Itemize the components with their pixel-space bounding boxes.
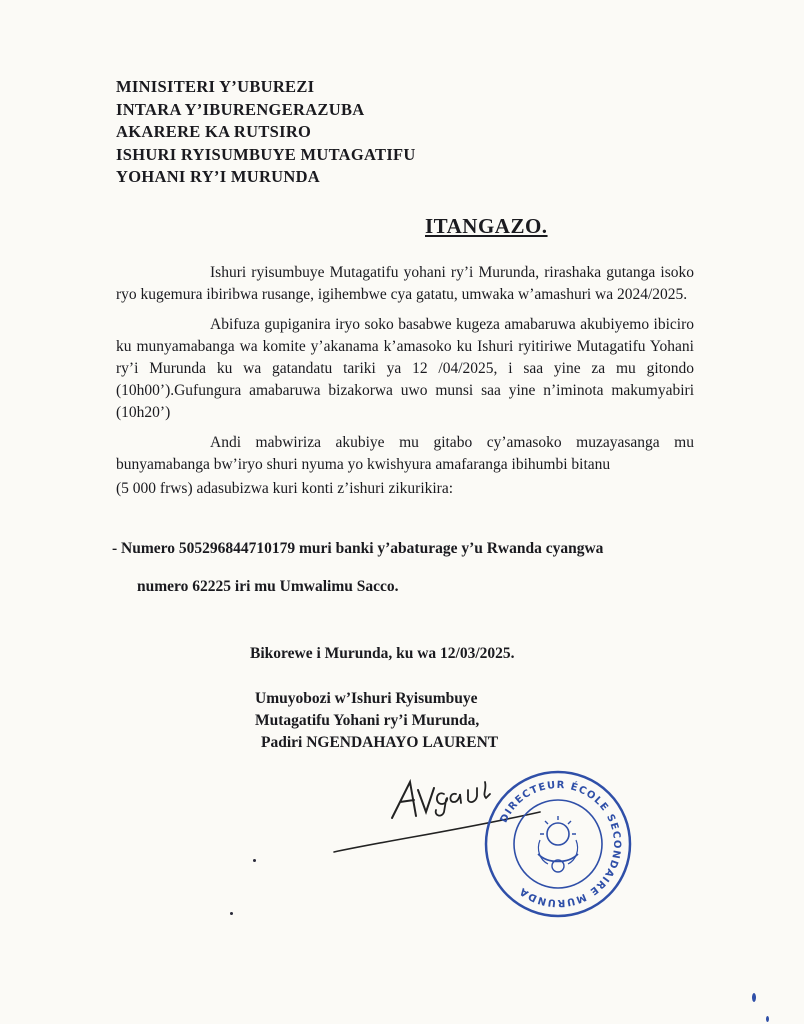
- paragraph-instructions: Andi mabwiriza akubiye mu gitabo cy’amasoko muzayasanga mu bunyamabanga bw’iryo shuri nyuma yo kwishyura amafaranga ibihumbi bitanu: [116, 434, 694, 473]
- signatory-title: Umuyobozi w’Ishuri Ryisumbuye: [255, 690, 478, 707]
- paragraph-submission: Abifuza gupiganira iryo soko basabwe kugeza amabaruwa akubiyemo ibiciro ku munyamabanga wa komite y’akanama k’amasoko ku Ishuri ryitiriwe Mutagatifu Yohani ry’i Murunda ku wa gatandatu tariki ya 12 /04/2025, i saa yine za mu gitondo (10h00’).Gufungura amabaruwa bizakorwa uwo munsi saa yine n’iminota makumyabiri (10h20’): [116, 316, 694, 421]
- ink-dot: [253, 859, 256, 862]
- signatory-block: [255, 688, 498, 754]
- account-line-sacco: numero 62225 iri mu Umwalimu Sacco.: [137, 578, 399, 595]
- letterhead: [116, 76, 416, 189]
- announcement-body: [116, 262, 694, 508]
- ministry-line: MINISITERI Y’UBUREZI: [116, 77, 315, 96]
- signatory-name: Padiri NGENDAHAYO LAURENT: [261, 734, 499, 751]
- paragraph-fee: (5 000 frws) adasubizwa kuri konti z’ishuri zikurikira:: [116, 480, 454, 497]
- school-line-1: ISHURI RYISUMBUYE MUTAGATIFU: [116, 144, 416, 164]
- document-title: ITANGAZO.: [425, 214, 548, 238]
- paragraph-tender-intro: Ishuri ryisumbuye Mutagatifu yohani ry’i Murunda, rirashaka gutanga isoko ryo kugemura ibiribwa rusange, igihembwe cya gatatu, umwaka w’amashuri wa 2024/2025.: [116, 264, 694, 303]
- school-stamp: [482, 768, 634, 920]
- ink-dot: [752, 993, 756, 1002]
- district-line: AKARERE KA RUTSIRO: [116, 122, 312, 141]
- place-and-date: Bikorewe i Murunda, ku wa 12/03/2025.: [250, 645, 515, 662]
- account-line-bank: - Numero 505296844710179 muri banki y’abaturage y’u Rwanda cyangwa: [112, 540, 604, 557]
- school-line-2: YOHANI RY’I MURUNDA: [116, 167, 321, 186]
- ink-dot: [230, 912, 233, 915]
- svg-text:DIRECTEUR ÉCOLE SECONDAIRE MUR: DIRECTEUR ÉCOLE SECONDAIRE MURUNDA: [498, 779, 623, 909]
- province-line: INTARA Y’IBURENGERAZUBA: [116, 99, 365, 119]
- ink-dot: [766, 1016, 769, 1022]
- signatory-school: Mutagatifu Yohani ry’i Murunda,: [255, 712, 480, 729]
